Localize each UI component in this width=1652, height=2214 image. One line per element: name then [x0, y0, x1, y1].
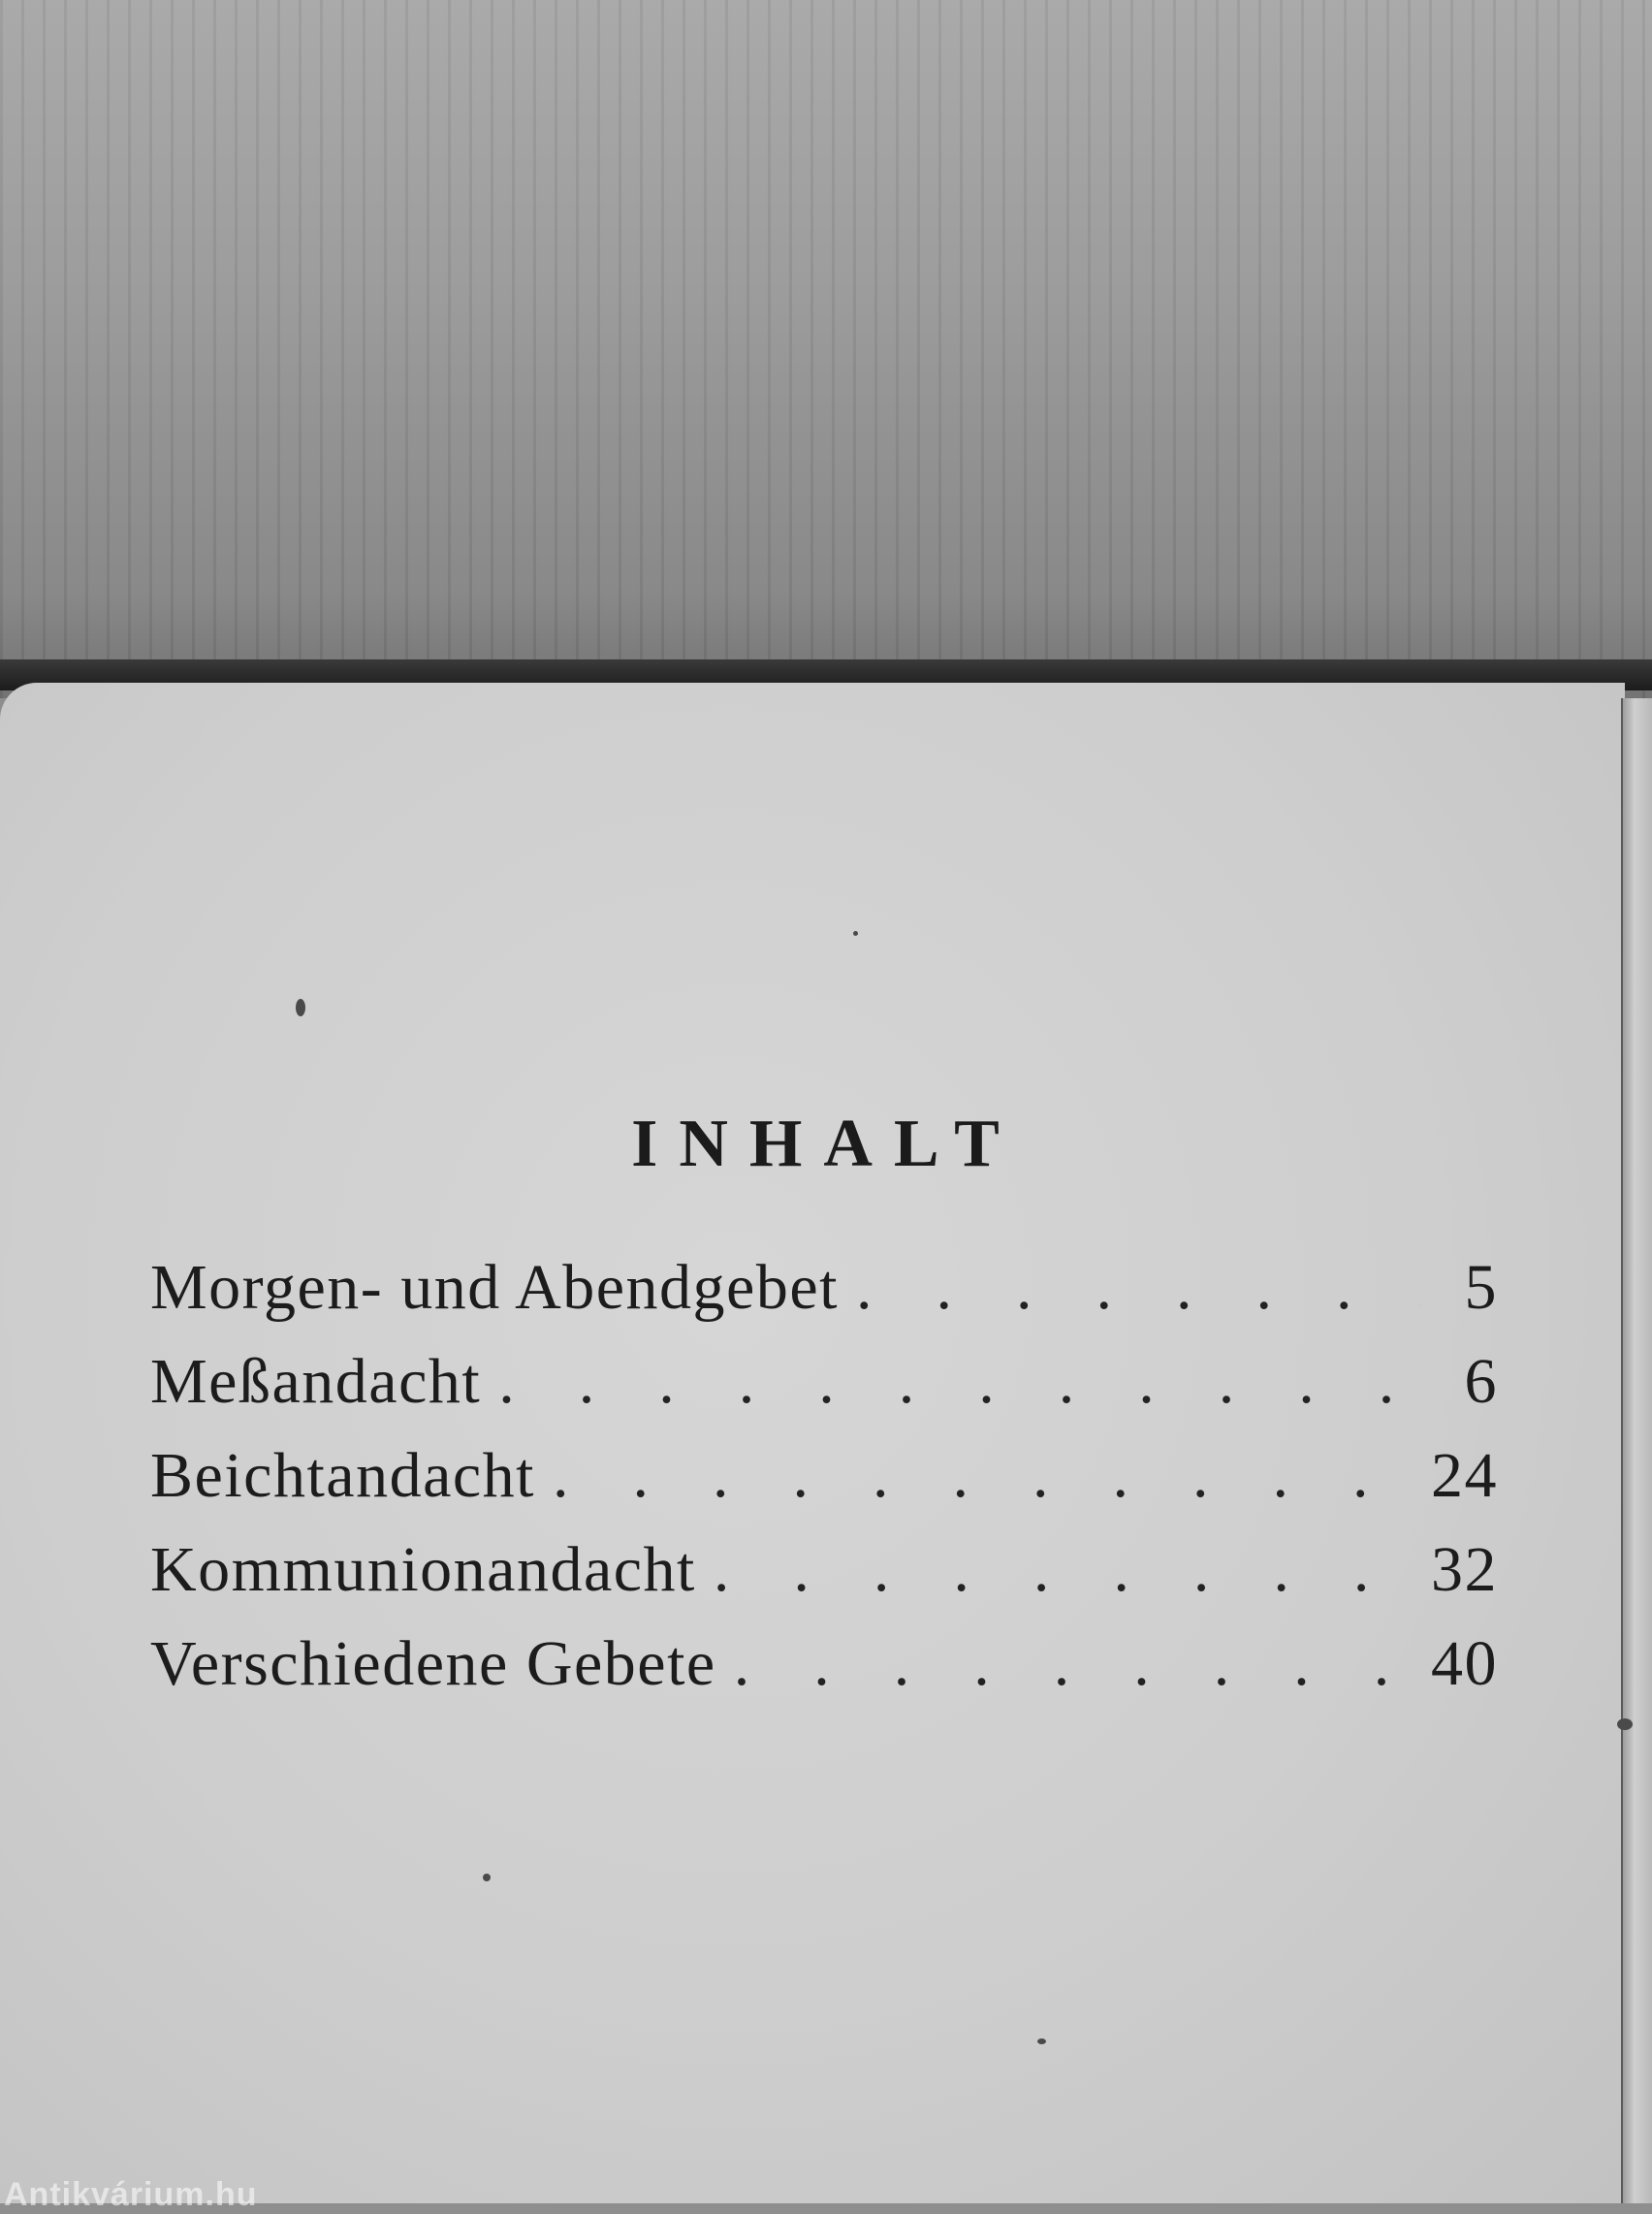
toc-leader-dots: [734, 1627, 1420, 1701]
paper-speck: [1037, 2038, 1046, 2044]
watermark-text: Antikvárium.hu: [4, 2176, 258, 2213]
toc-title: INHALT: [631, 1107, 1021, 1181]
toc-entry-label: Verschiedene Gebete: [150, 1628, 716, 1699]
background-surface: [0, 0, 1652, 698]
paper-speck: [853, 931, 858, 936]
toc-leader-dots: [856, 1251, 1420, 1325]
toc-entry-page: 6: [1464, 1346, 1498, 1417]
toc-entry-label: Beichtandacht: [150, 1440, 536, 1511]
toc-entry: [150, 1439, 1498, 1533]
toc-entry-page: 24: [1431, 1440, 1498, 1511]
paper-speck: [296, 999, 305, 1016]
toc-leader-dots: [553, 1439, 1420, 1513]
toc-entry-page: 40: [1431, 1628, 1498, 1699]
toc-entry: [150, 1251, 1498, 1345]
table-of-contents: [150, 1251, 1498, 1721]
toc-entry: [150, 1345, 1498, 1439]
toc-entry-label: Morgen- und Abendgebet: [150, 1252, 839, 1323]
paper-speck: [483, 1874, 491, 1881]
toc-entry: [150, 1533, 1498, 1627]
toc-entry-label: Meßandacht: [150, 1346, 482, 1417]
toc-entry-page: 5: [1464, 1252, 1498, 1323]
toc-entry: [150, 1627, 1498, 1721]
toc-leader-dots: [714, 1533, 1420, 1607]
toc-leader-dots: [498, 1345, 1420, 1419]
page-fore-edge: [1621, 698, 1652, 2203]
toc-entry-page: 32: [1431, 1534, 1498, 1605]
toc-entry-label: Kommunionandacht: [150, 1534, 696, 1605]
paper-speck: [1617, 1718, 1633, 1730]
